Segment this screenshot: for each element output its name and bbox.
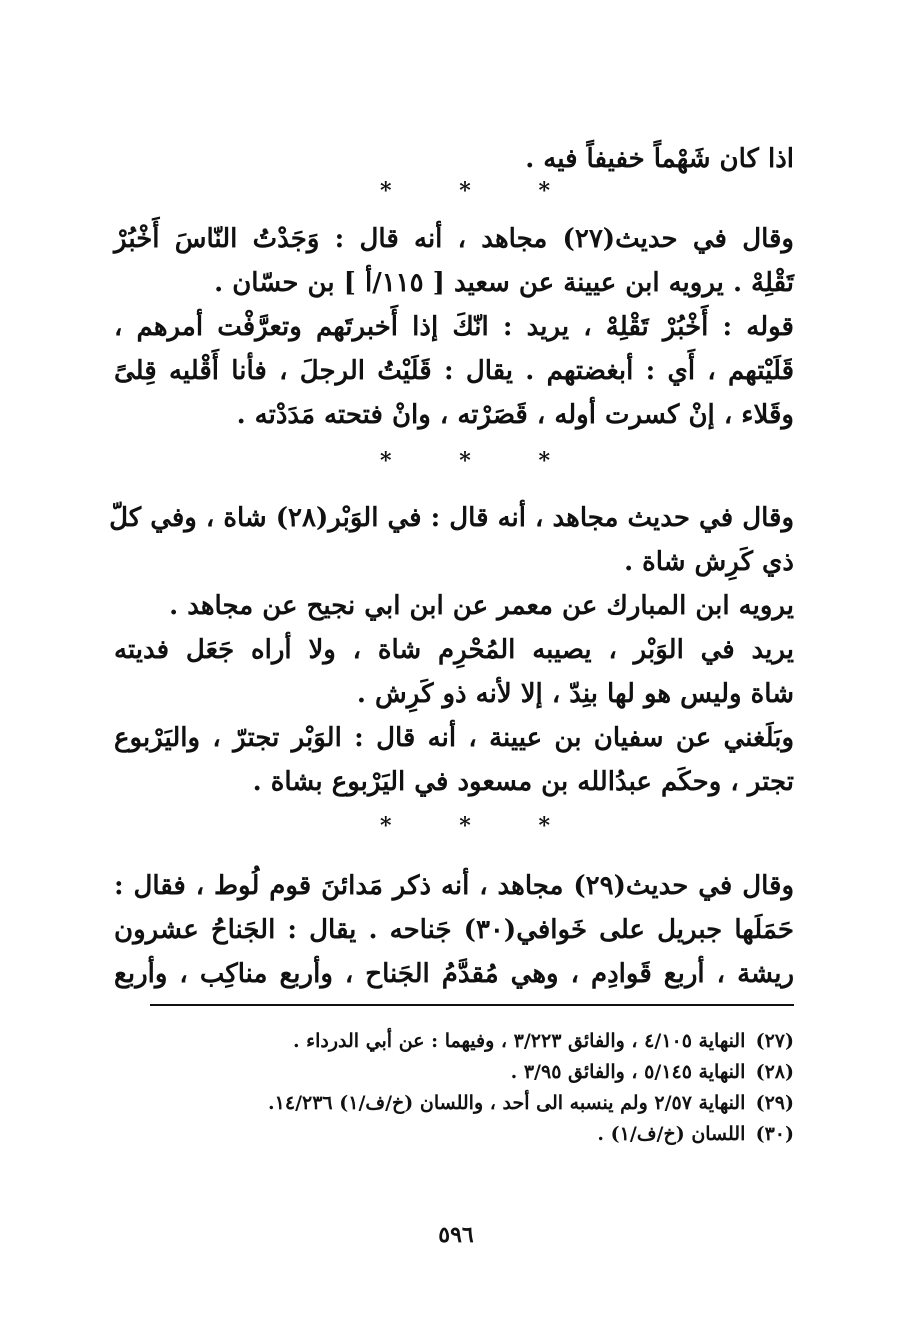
text-line: قوله : أَخْبُرْ تَقْلِهْ ، يريد : انّكَ إذا أَخبرتَهم وتعرَّفْت أمرهم ،	[114, 312, 794, 342]
footnote	[114, 1094, 794, 1113]
footnote-text: النهاية ٥/١٤٥ ، والفائق ٣/٩٥ .	[510, 1061, 746, 1083]
section-separator	[380, 450, 550, 472]
text-line: يرويه ابن المبارك عن معمر عن ابن ابي نجيح عن مجاهد .	[169, 591, 794, 621]
footnote	[114, 1125, 794, 1144]
section-separator	[380, 180, 550, 202]
star-icon: *	[538, 178, 550, 204]
text-line: يريد في الوَبْر ، يصيبه المُحْرِم شاة ، ولا أراه جَعَل فديته	[114, 635, 794, 665]
footnote-number: (٢٩)	[755, 1092, 794, 1114]
text-line: وقال في حديث(٢٩) مجاهد ، أنه ذكر مَدائنَ قوم لُوط ، فقال :	[114, 871, 794, 901]
footnote-text: اللسان (خ/ف/١) .	[597, 1123, 746, 1145]
footnote-number: (٣٠)	[755, 1123, 794, 1145]
star-icon: *	[459, 813, 471, 839]
star-icon: *	[380, 448, 392, 474]
text-line: وقال في حديث مجاهد ، أنه قال : في الوَبْر(٢٨) شاة ، وفي كلّ	[109, 503, 794, 533]
footnote-divider	[150, 1004, 794, 1006]
footnote	[114, 1063, 794, 1082]
section-separator	[380, 815, 550, 837]
footnote-number: (٢٨)	[755, 1061, 794, 1083]
footnote-text: النهاية ٢/٥٧ ولم ينسبه الى أحد ، واللسان (خ/ف/١) ١٤/٢٣٦.	[268, 1092, 746, 1114]
text-line: حَمَلَها جبريل على خَوافي(٣٠) جَناحه . يقال : الجَناحُ عشرون	[114, 915, 794, 945]
text-line: ريشة ، أربع قَوادِم ، وهي مُقدَّمُ الجَناح ، وأربع مناكِب ، وأربع	[114, 959, 794, 989]
star-icon: *	[459, 178, 471, 204]
footnote	[114, 1032, 794, 1051]
footnote-number: (٢٧)	[755, 1030, 794, 1052]
star-icon: *	[380, 813, 392, 839]
star-icon: *	[538, 448, 550, 474]
text-line: اذا كان شَهْماً خفيفاً فيه .	[525, 144, 794, 174]
star-icon: *	[380, 178, 392, 204]
footnote-text: النهاية ٤/١٠٥ ، والفائق ٣/٢٢٣ ، وفيهما : عن أبي الدرداء .	[292, 1030, 746, 1052]
text-line: وبَلَغني عن سفيان بن عيينة ، أنه قال : الوَبْر تجترّ ، واليَرْبوع	[114, 723, 794, 753]
text-line: ذي كَرِش شاة .	[624, 547, 794, 577]
text-line: تَقْلِهْ . يرويه ابن عيينة عن سعيد [ ١١٥/أ ] بن حسّان .	[214, 268, 794, 298]
text-line: وقال في حديث(٢٧) مجاهد ، أنه قال : وَجَدْتُ النّاسَ أَخْبُرْ	[114, 224, 794, 254]
page-number: ٥٩٦	[438, 1222, 474, 1248]
star-icon: *	[459, 448, 471, 474]
text-line: شاة وليس هو لها بنِدّ ، إلا لأنه ذو كَرِش .	[356, 679, 794, 709]
text-line: تجتر ، وحكَم عبدُالله بن مسعود في اليَرْبوع بشاة .	[252, 767, 794, 797]
text-line: وقَلاء ، إنْ كسرت أوله ، قَصَرْته ، وانْ فتحته مَدَدْته .	[236, 400, 794, 430]
text-line: قَلَيْتهم ، أَي : أبغضتهم . يقال : قَلَيْتُ الرجلَ ، فأنا أَقْليه قِلىً	[114, 356, 794, 386]
star-icon: *	[538, 813, 550, 839]
